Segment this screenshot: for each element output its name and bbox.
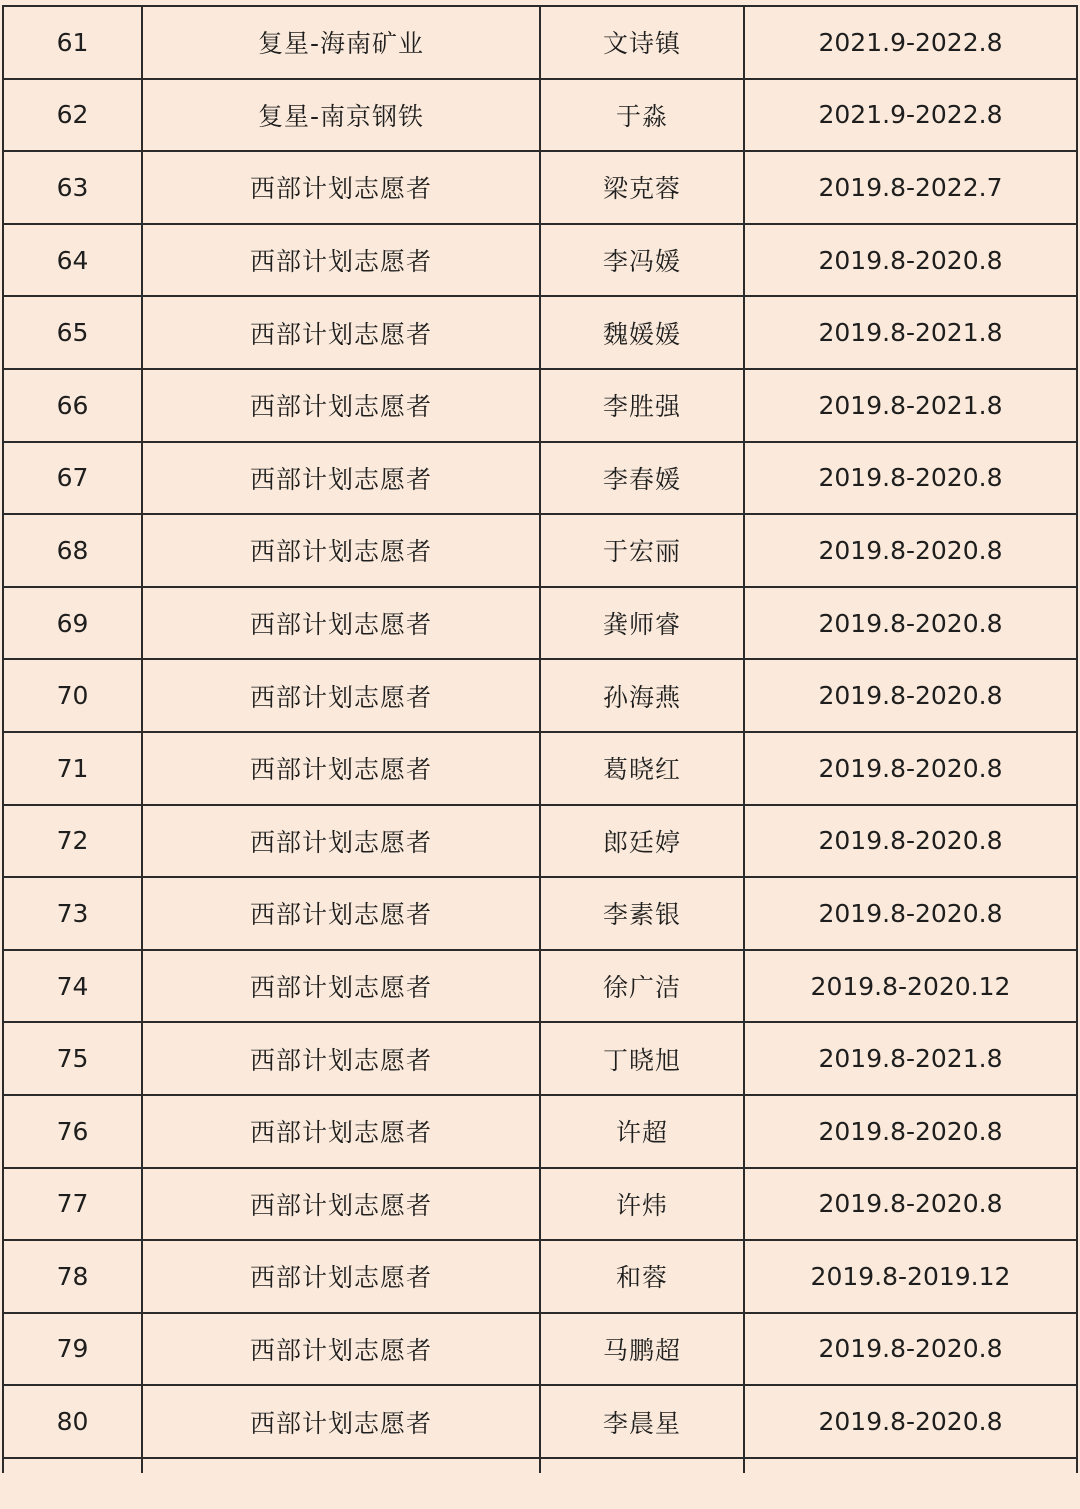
service-unit: 复星-南京钢铁	[142, 79, 540, 152]
volunteer-name: 于宏丽	[540, 514, 744, 587]
service-period: 2019.8-2020.8	[744, 1385, 1077, 1458]
service-unit: 西部计划志愿者	[142, 1313, 540, 1386]
table-body	[3, 6, 1077, 1473]
table-row	[3, 1168, 1077, 1241]
table-row	[3, 950, 1077, 1023]
service-period: 2019.8-2020.8	[744, 1168, 1077, 1241]
volunteer-name: 于淼	[540, 79, 744, 152]
service-unit: 西部计划志愿者	[142, 877, 540, 950]
table-row	[3, 659, 1077, 732]
volunteer-name: 李素银	[540, 877, 744, 950]
service-period: 2019.8-2020.8	[744, 587, 1077, 660]
row-number: 69	[3, 587, 142, 660]
service-period: 2019.8-2020.8	[744, 224, 1077, 297]
service-unit: 西部计划志愿者	[142, 514, 540, 587]
table-row	[3, 1385, 1077, 1458]
service-unit: 西部计划志愿者	[142, 1240, 540, 1313]
table-row-partial	[3, 1458, 1077, 1473]
row-number: 80	[3, 1385, 142, 1458]
table-row	[3, 1095, 1077, 1168]
table-row	[3, 805, 1077, 878]
volunteer-name: 李晨星	[540, 1385, 744, 1458]
volunteer-name: 文诗镇	[540, 6, 744, 79]
volunteer-name: 龚师睿	[540, 587, 744, 660]
table-row	[3, 224, 1077, 297]
service-unit: 西部计划志愿者	[142, 587, 540, 660]
table-row	[3, 732, 1077, 805]
table-cell-empty	[744, 1458, 1077, 1473]
row-number: 68	[3, 514, 142, 587]
service-period: 2019.8-2020.8	[744, 1095, 1077, 1168]
table-row	[3, 1240, 1077, 1313]
service-period: 2019.8-2020.8	[744, 732, 1077, 805]
service-unit: 西部计划志愿者	[142, 950, 540, 1023]
table-row	[3, 296, 1077, 369]
service-period: 2021.9-2022.8	[744, 79, 1077, 152]
row-number: 72	[3, 805, 142, 878]
volunteer-name: 李冯媛	[540, 224, 744, 297]
volunteer-name: 马鹏超	[540, 1313, 744, 1386]
service-period: 2019.8-2020.8	[744, 442, 1077, 515]
volunteer-name: 许超	[540, 1095, 744, 1168]
service-period: 2021.9-2022.8	[744, 6, 1077, 79]
service-period: 2019.8-2020.8	[744, 805, 1077, 878]
service-unit: 西部计划志愿者	[142, 296, 540, 369]
row-number: 76	[3, 1095, 142, 1168]
row-number: 75	[3, 1022, 142, 1095]
service-period: 2019.8-2019.12	[744, 1240, 1077, 1313]
row-number: 77	[3, 1168, 142, 1241]
service-unit: 西部计划志愿者	[142, 1385, 540, 1458]
row-number: 62	[3, 79, 142, 152]
row-number: 70	[3, 659, 142, 732]
row-number: 61	[3, 6, 142, 79]
service-unit: 复星-海南矿业	[142, 6, 540, 79]
service-unit: 西部计划志愿者	[142, 1095, 540, 1168]
row-number: 66	[3, 369, 142, 442]
table-row	[3, 151, 1077, 224]
service-period: 2019.8-2021.8	[744, 1022, 1077, 1095]
service-unit: 西部计划志愿者	[142, 1168, 540, 1241]
service-unit: 西部计划志愿者	[142, 805, 540, 878]
service-unit: 西部计划志愿者	[142, 1022, 540, 1095]
table-row	[3, 442, 1077, 515]
volunteer-name: 李胜强	[540, 369, 744, 442]
service-period: 2019.8-2022.7	[744, 151, 1077, 224]
row-number: 67	[3, 442, 142, 515]
row-number: 63	[3, 151, 142, 224]
volunteer-name: 丁晓旭	[540, 1022, 744, 1095]
row-number: 71	[3, 732, 142, 805]
row-number: 65	[3, 296, 142, 369]
service-unit: 西部计划志愿者	[142, 224, 540, 297]
volunteer-name: 李春媛	[540, 442, 744, 515]
volunteer-name: 梁克蓉	[540, 151, 744, 224]
volunteer-name: 郎廷婷	[540, 805, 744, 878]
service-period: 2019.8-2021.8	[744, 296, 1077, 369]
table-cell-empty	[3, 1458, 142, 1473]
service-unit: 西部计划志愿者	[142, 442, 540, 515]
volunteer-name: 葛晓红	[540, 732, 744, 805]
table-row	[3, 514, 1077, 587]
table-row	[3, 877, 1077, 950]
table-row	[3, 1022, 1077, 1095]
table-row	[3, 6, 1077, 79]
service-period: 2019.8-2020.8	[744, 514, 1077, 587]
row-number: 64	[3, 224, 142, 297]
volunteer-name: 许炜	[540, 1168, 744, 1241]
table-row	[3, 1313, 1077, 1386]
service-period: 2019.8-2020.8	[744, 877, 1077, 950]
volunteer-name: 魏媛媛	[540, 296, 744, 369]
table-cell-empty	[142, 1458, 540, 1473]
volunteer-name: 徐广洁	[540, 950, 744, 1023]
table-row	[3, 587, 1077, 660]
row-number: 73	[3, 877, 142, 950]
service-period: 2019.8-2020.8	[744, 659, 1077, 732]
volunteer-name: 孙海燕	[540, 659, 744, 732]
table-row	[3, 369, 1077, 442]
service-unit: 西部计划志愿者	[142, 369, 540, 442]
volunteer-table	[2, 5, 1078, 1473]
row-number: 74	[3, 950, 142, 1023]
table-cell-empty	[540, 1458, 744, 1473]
row-number: 78	[3, 1240, 142, 1313]
service-period: 2019.8-2020.8	[744, 1313, 1077, 1386]
service-unit: 西部计划志愿者	[142, 151, 540, 224]
service-period: 2019.8-2020.12	[744, 950, 1077, 1023]
service-period: 2019.8-2021.8	[744, 369, 1077, 442]
service-unit: 西部计划志愿者	[142, 659, 540, 732]
volunteer-name: 和蓉	[540, 1240, 744, 1313]
table-row	[3, 79, 1077, 152]
service-unit: 西部计划志愿者	[142, 732, 540, 805]
row-number: 79	[3, 1313, 142, 1386]
